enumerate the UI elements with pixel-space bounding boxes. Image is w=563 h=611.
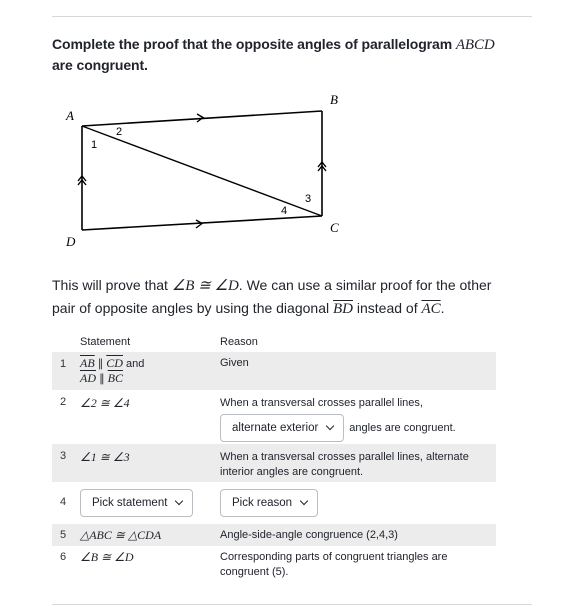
chevron-down-icon — [175, 497, 183, 505]
reason-dropdown-row-2[interactable]: alternate exterior — [220, 414, 344, 442]
intro-text: This will prove that ∠B ≅ ∠D. We can use a similar proof for the other pair of opposite angles by using the diagonal $\overline{BD}$ instead of $\overline{AC}$. — [52, 277, 492, 317]
reason-cell: Angle-side-angle congruence (2,4,3) — [220, 529, 398, 541]
statement-cell: $\overline{AB}$ ∥ $\overline{CD}$ and $\overline{AD}$ ∥ $\overline{BC}$ — [80, 356, 145, 385]
vertex-label-b: B — [330, 92, 338, 107]
vertex-label-c: C — [330, 220, 339, 235]
parallelogram-figure — [60, 88, 360, 258]
diagonal-ac — [82, 126, 322, 216]
reason-dropdown-row-4[interactable]: Pick reason — [220, 489, 318, 517]
statement-cell: ∠2 ≅ ∠4 — [80, 396, 130, 410]
vertex-label-a: A — [66, 108, 74, 123]
reason-cell: When a transversal crosses parallel lines, alternate interior angles are congruent. — [220, 451, 469, 478]
chevron-down-icon — [326, 422, 334, 430]
reason-cell: Corresponding parts of congruent triangles are congruent (5). — [220, 551, 448, 578]
reason-cell: Given — [220, 357, 249, 369]
statement-cell: ∠B ≅ ∠D — [80, 550, 134, 564]
shape-name: ABCD — [455, 37, 495, 53]
table-row: 1 $\overline{AB}$ ∥ $\overline{CD}$ and $\overline{AD}$ ∥ $\overline{BC}$ Given — [52, 352, 496, 390]
statement-dropdown-row-4[interactable]: Pick statement — [80, 489, 193, 517]
statement-header: Statement — [80, 336, 131, 348]
angle-label-1: 1 — [91, 139, 98, 151]
question-text: Complete the proof that the opposite angles of parallelogram ABCD are congruent. — [52, 36, 495, 73]
angle-label-4: 4 — [281, 205, 288, 217]
table-row: 4 Pick statement Pick reason — [52, 482, 496, 524]
angle-label-2: 2 — [116, 126, 123, 138]
proof-table — [52, 334, 496, 586]
statement-cell: △ABC ≅ △CDA — [80, 528, 162, 542]
table-row: 2 ∠2 ≅ ∠4 When a transversal crosses parallel lines, alternate exterior angles are congruent. — [52, 390, 496, 444]
statement-cell: ∠1 ≅ ∠3 — [80, 450, 130, 464]
reason-header: Reason — [220, 336, 258, 348]
angle-label-3: 3 — [305, 193, 312, 205]
statement-cell — [80, 489, 193, 517]
table-header — [52, 334, 496, 352]
bottom-divider — [52, 604, 532, 605]
table-row: 5 △ABC ≅ △CDA Angle-side-angle congruence (2,4,3) — [52, 524, 496, 546]
top-divider — [52, 16, 532, 17]
vertex-label-d: D — [66, 234, 76, 249]
table-row: 6 ∠B ≅ ∠D Corresponding parts of congruent triangles are congruent (5). — [52, 546, 496, 586]
chevron-down-icon — [300, 497, 308, 505]
reason-cell: When a transversal crosses parallel lines, alternate exterior angles are congruent. — [220, 396, 492, 442]
table-row: 3 ∠1 ≅ ∠3 When a transversal crosses parallel lines, alternate interior angles are congruent. — [52, 444, 496, 482]
reason-cell — [220, 489, 318, 517]
